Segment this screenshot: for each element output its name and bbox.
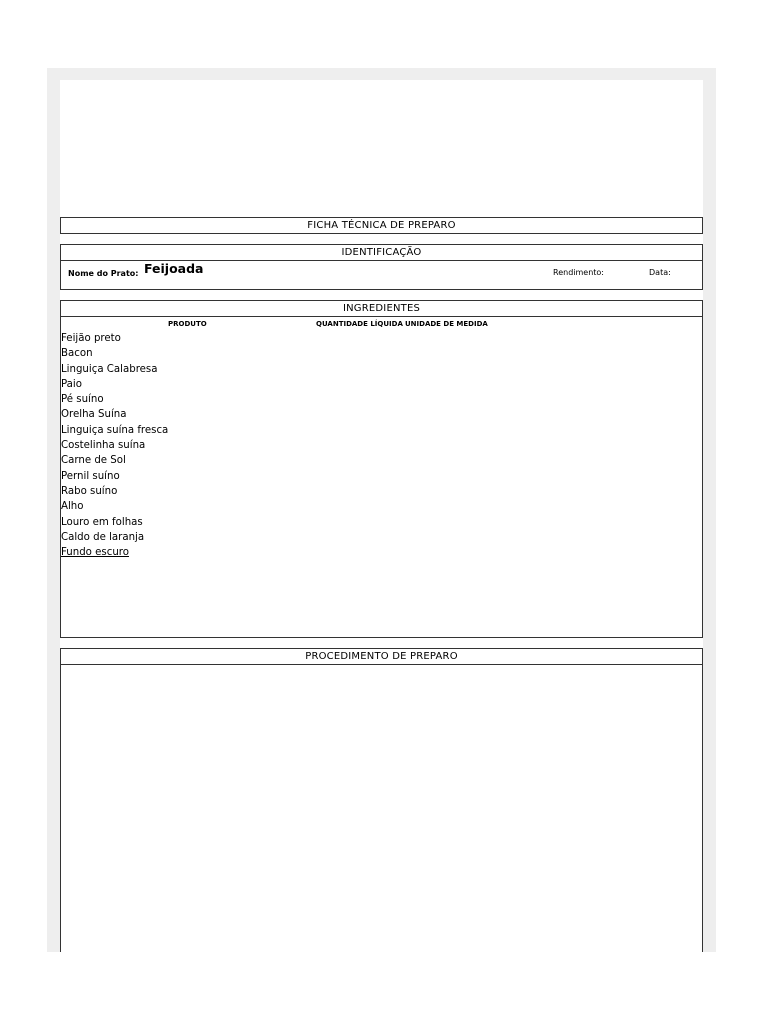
ingredients-header: INGREDIENTES [61,301,702,317]
dish-name-label: Nome do Prato: [68,269,139,278]
column-header-quantity: QUANTIDADE LÍQUIDA [316,320,403,328]
identification-row [61,261,702,289]
ingredient-item: Orelha Suína [61,409,127,421]
column-header-unit: UNIDADE DE MEDIDA [405,320,488,328]
ingredients-column-headers [61,317,702,331]
ingredient-item: Linguiça Calabresa [61,363,158,375]
ingredients-section [60,300,703,638]
ingredient-item: Paio [61,378,82,390]
ingredient-item: Louro em folhas [61,516,143,528]
procedure-section [60,648,703,952]
ingredient-item: Alho [61,501,84,513]
ingredient-item: Caldo de laranja [61,531,145,543]
ingredient-item: Fundo escuro [61,547,129,559]
ingredient-item: Pernil suíno [61,470,120,482]
ingredient-list [61,331,702,560]
ingredient-item: Rabo suíno [61,485,118,497]
date-label: Data: [649,268,671,277]
yield-label: Rendimento: [553,268,605,277]
ingredient-item: Feijão preto [61,333,121,344]
ingredient-item: Linguiça suína fresca [61,424,169,436]
ingredient-item: Carne de Sol [61,455,126,467]
identification-section [60,244,703,290]
document-page [60,80,703,952]
procedure-header: PROCEDIMENTO DE PREPARO [61,649,702,665]
column-header-product: PRODUTO [168,320,207,328]
title-box [60,217,703,234]
document-viewer-background [47,68,716,952]
ingredient-item: Bacon [61,348,93,360]
identification-header: IDENTIFICAÇÃO [61,245,702,261]
document-title: FICHA TÉCNICA DE PREPARO [307,220,456,231]
ingredient-item: Costelinha suína [61,440,146,452]
dish-name-value: Feijoada [144,261,204,276]
ingredient-item: Pé suíno [61,394,104,406]
